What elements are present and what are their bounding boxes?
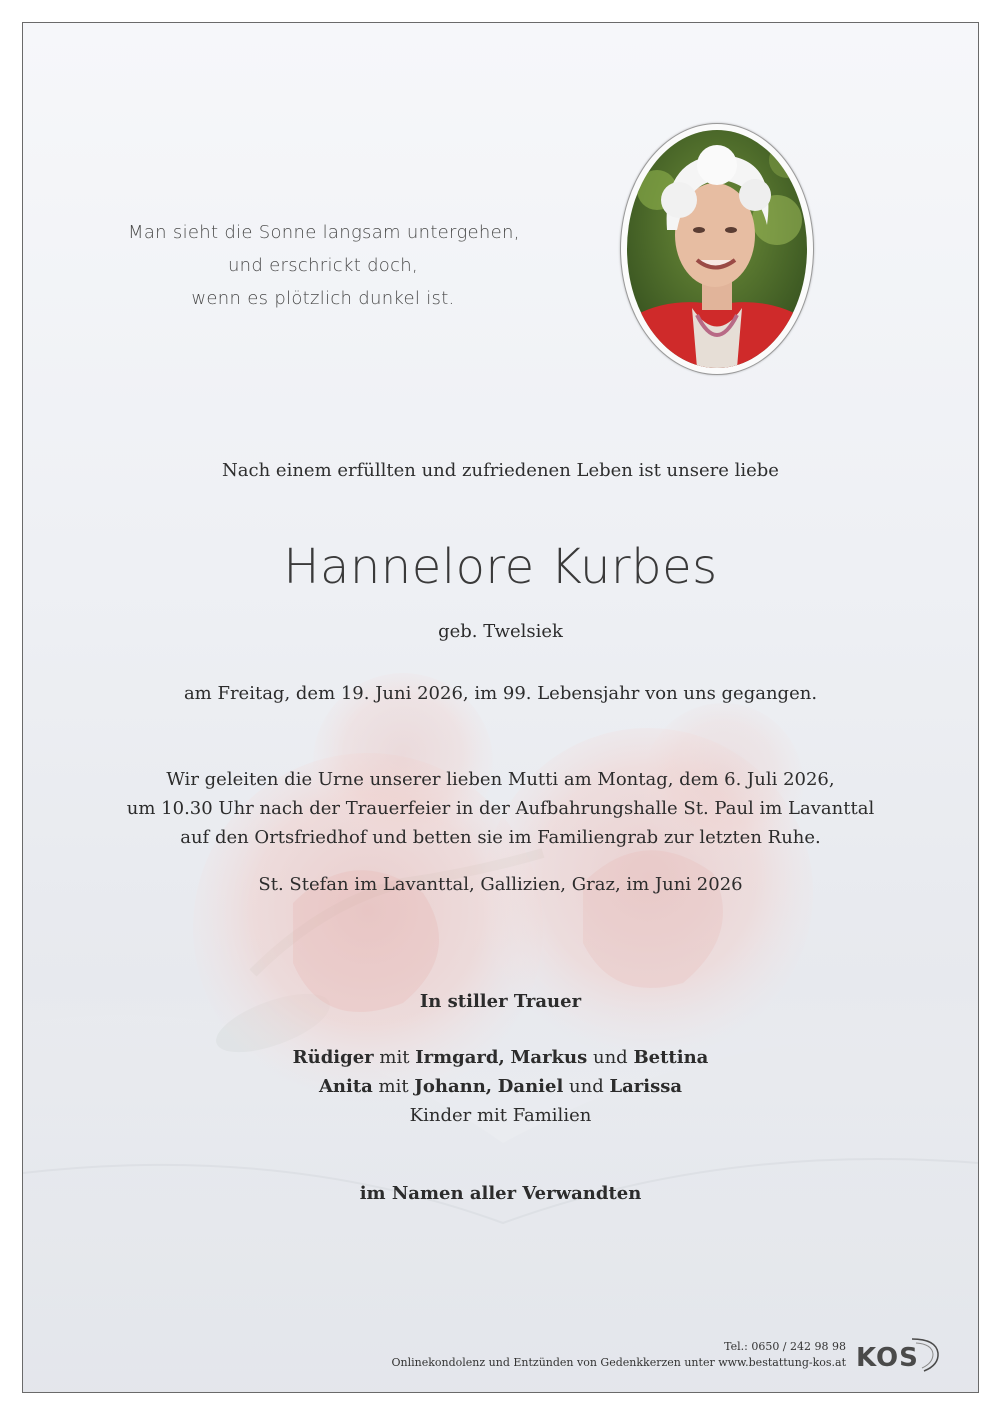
footer-online-condolence: Onlinekondolenz und Entzünden von Gedenkkerzen unter www.bestattung-kos.at	[391, 1356, 846, 1369]
portrait-photo	[620, 123, 814, 375]
death-date-line: am Freitag, dem 19. Juni 2026, im 99. Lebensjahr von uns gegangen.	[183, 683, 818, 704]
connector-word: und	[592, 1047, 628, 1068]
mourner-name: Anita	[318, 1076, 373, 1097]
mourner-name: Daniel	[497, 1076, 564, 1097]
birth-name: geb. Twelsiek	[438, 621, 563, 642]
family-list	[23, 1043, 978, 1130]
relatives-line: im Namen aller Verwandten	[359, 1183, 642, 1204]
ceremony-line: Wir geleiten die Urne unserer lieben Mutti am Montag, dem 6. Juli 2026,	[166, 769, 835, 790]
memorial-quote	[128, 216, 518, 315]
mourner-name: Irmgard,	[415, 1047, 505, 1068]
connector-word: und	[569, 1076, 604, 1097]
obituary-card	[22, 22, 979, 1393]
mourner-name: Rüdiger	[292, 1047, 374, 1068]
intro-line: Nach einem erfüllten und zufriedenen Leben ist unsere liebe	[222, 460, 779, 481]
ceremony-line: um 10.30 Uhr nach der Trauerfeier in der Aufbahrungshalle St. Paul im Lavanttal	[126, 798, 875, 819]
mourner-name: Bettina	[633, 1047, 709, 1068]
mourning-heading: In stiller Trauer	[419, 991, 582, 1012]
kos-logo	[854, 1335, 944, 1375]
quote-line: wenn es plötzlich dunkel ist.	[191, 288, 455, 309]
place-and-date: St. Stefan im Lavanttal, Gallizien, Graz, im Juni 2026	[258, 874, 743, 895]
family-line	[23, 1043, 978, 1072]
mourner-name: Larissa	[609, 1076, 683, 1097]
footer-phone: Tel.: 0650 / 242 98 98	[724, 1340, 846, 1353]
quote-line: und erschrickt doch,	[227, 255, 419, 276]
connector-word: mit	[379, 1047, 410, 1068]
family-line: Kinder mit Familien	[409, 1105, 592, 1126]
ceremony-line: auf den Ortsfriedhof und betten sie im Familiengrab zur letzten Ruhe.	[180, 827, 821, 848]
family-line	[23, 1072, 978, 1101]
ceremony-details	[23, 765, 978, 852]
mourner-name: Johann,	[414, 1076, 493, 1097]
logo-text: KOS	[856, 1343, 919, 1373]
quote-line: Man sieht die Sonne langsam untergehen,	[128, 222, 520, 243]
portrait-image	[627, 130, 807, 368]
mourner-name: Markus	[510, 1047, 588, 1068]
deceased-name: Hannelore Kurbes	[283, 539, 718, 595]
connector-word: mit	[378, 1076, 409, 1097]
